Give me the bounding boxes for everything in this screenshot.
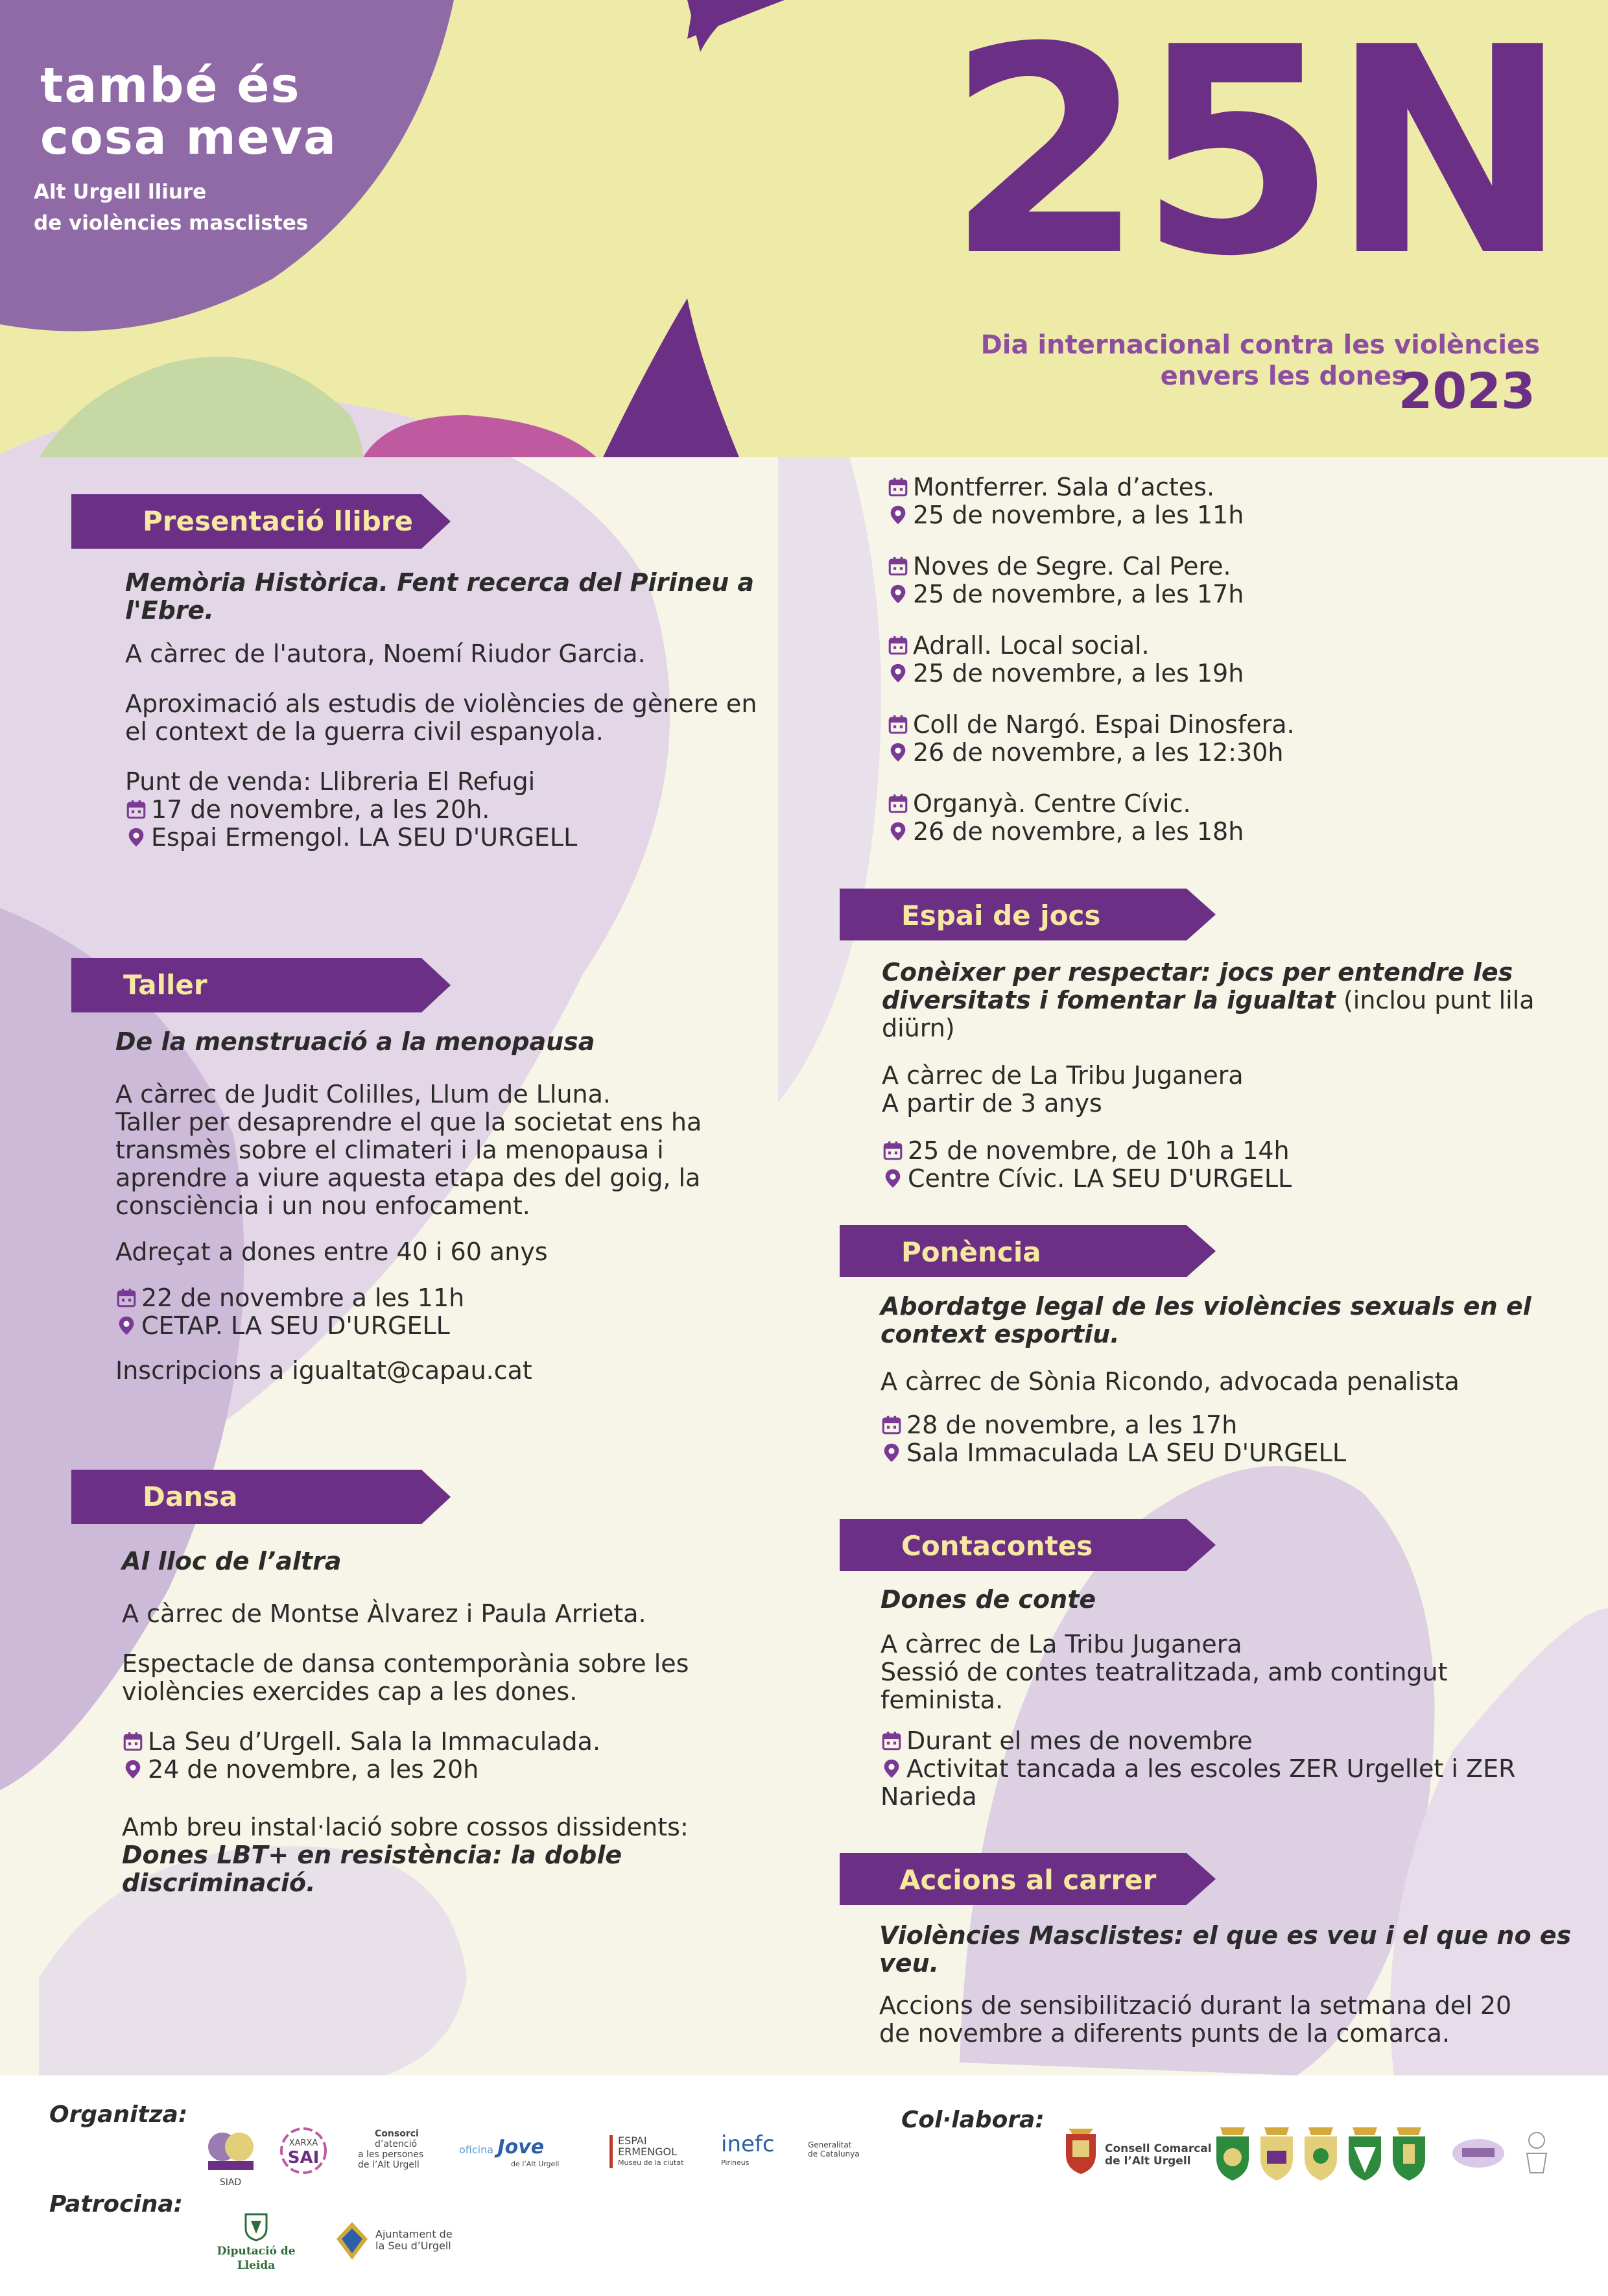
dansa-place: La Seu d’Urgell. Sala la Immaculada.: [148, 1727, 601, 1756]
gencat-line-1: Generalitat: [808, 2140, 852, 2149]
shield-icon: [1063, 2129, 1098, 2175]
dansa-inst-title-1: Dones LBT+ en resistència: la doble: [122, 1841, 622, 1869]
tag-contacontes: [840, 1519, 1216, 1573]
contacontes-desc-2: feminista.: [881, 1686, 1004, 1714]
shield-icon: [1349, 2127, 1381, 2181]
location-pin-icon: [881, 1758, 903, 1780]
taller-title: De la menstruació a la menopausa: [115, 1027, 595, 1056]
jocs-age: A partir de 3 anys: [882, 1089, 1102, 1118]
shield-icon: [1260, 2127, 1293, 2181]
label-patrocina: Patrocina:: [49, 2191, 183, 2218]
dansa-block: [122, 1548, 809, 1897]
calendar-icon: [115, 1287, 137, 1309]
footer: [0, 2075, 1608, 2296]
taller-adreçat: Adreçat a dones entre 40 i 60 anys: [115, 1238, 548, 1266]
dansa-inst-title-2: discriminació.: [122, 1869, 316, 1897]
logo-inefc: [721, 2133, 786, 2170]
brand-title: [40, 60, 337, 163]
location-place: Noves de Segre. Cal Pere.: [913, 552, 1231, 580]
location-place: Montferrer. Sala d’actes.: [913, 473, 1215, 501]
location-pin-icon: [125, 826, 147, 848]
taller-place: CETAP. LA SEU D'URGELL: [141, 1311, 450, 1340]
logo-espai-ermengol: [609, 2135, 715, 2168]
event-year: 2023: [1398, 362, 1535, 420]
gencat-line-2: de Catalunya: [808, 2149, 860, 2158]
shield-icon: [1216, 2127, 1249, 2181]
calendar-icon: [887, 476, 909, 498]
accions-desc-1: Accions de sensibilització durant la setmana del 20: [879, 1991, 1512, 2020]
location-item: [887, 632, 1535, 688]
jove-label: Jove: [497, 2136, 545, 2158]
dansa-date: 24 de novembre, a les 20h: [148, 1755, 479, 1784]
location-date: 26 de novembre, a les 12:30h: [913, 738, 1284, 767]
dansa-title: Al lloc de l’altra: [122, 1547, 342, 1575]
contacontes-date: Durant el mes de novembre: [906, 1727, 1253, 1755]
logo-consell-comarcal: [1063, 2129, 1232, 2168]
tag-taller-label: Taller: [123, 969, 207, 1001]
tag-ponencia: [840, 1225, 1216, 1280]
accions-desc-2: de novembre a diferents punts de la comarca.: [879, 2019, 1450, 2048]
taller-line-1: A càrrec de Judit Colilles, Llum de Lluna.: [115, 1080, 611, 1108]
presentacio-title-2: l'Ebre.: [125, 596, 214, 625]
tag-presentacio-label: Presentació llibre: [143, 505, 414, 537]
calendar-icon: [887, 713, 909, 735]
shield-icon: [1305, 2127, 1337, 2181]
location-pin-icon: [887, 741, 909, 763]
presentacio-title-1: Memòria Històrica. Fent recerca del Pirineu a: [125, 568, 755, 597]
presentacio-place: Espai Ermengol. LA SEU D'URGELL: [151, 823, 578, 852]
brand-sub-2: de violències masclistes: [34, 211, 309, 235]
calendar-icon: [125, 798, 147, 820]
tag-dansa-label: Dansa: [143, 1481, 238, 1513]
logo-ajuntament: [334, 2219, 483, 2252]
jocs-title-1: Conèixer per respectar: jocs per entendre les: [882, 958, 1513, 987]
diputacio-label: Diputació de Lleida: [217, 2245, 296, 2272]
event-subtitle-1: Dia internacional contra les violències: [980, 330, 1540, 360]
calendar-icon: [887, 555, 909, 577]
taller-date: 22 de novembre a les 11h: [141, 1284, 465, 1312]
espai-line-3: Museu de la ciutat: [618, 2158, 684, 2167]
dansa-desc-2: violències exercides cap a les dones.: [122, 1677, 578, 1706]
calendar-icon: [887, 634, 909, 656]
logo-generalitat: [792, 2140, 886, 2158]
location-place: Organyà. Centre Cívic.: [913, 789, 1191, 818]
shield-icon: [1393, 2127, 1425, 2181]
location-date: 25 de novembre, a les 19h: [913, 659, 1244, 688]
brand-line-2: cosa meva: [40, 110, 337, 165]
ponencia-date: 28 de novembre, a les 17h: [906, 1411, 1238, 1439]
jocs-date: 25 de novembre, de 10h a 14h: [908, 1136, 1290, 1165]
location-place: Adrall. Local social.: [913, 631, 1150, 660]
calendar-icon: [882, 1140, 904, 1162]
presentacio-desc-1: Aproximació als estudis de violències de gènere en: [125, 689, 757, 718]
location-date: 25 de novembre, a les 11h: [913, 501, 1244, 529]
inefc-sub-label: Pirineus: [721, 2158, 750, 2167]
presentacio-block: [125, 569, 806, 852]
collaborator-drawing-icon: [1520, 2127, 1553, 2179]
tag-jocs-label: Espai de jocs: [901, 900, 1101, 931]
jocs-block: [882, 959, 1563, 1193]
jocs-author: A càrrec de La Tribu Juganera: [882, 1061, 1244, 1090]
logo-siad: [200, 2127, 261, 2190]
municipal-shields: [1214, 2127, 1434, 2186]
location-pin-icon: [881, 1442, 903, 1464]
tag-presentacio: [71, 494, 451, 549]
ponencia-place: Sala Immaculada LA SEU D'URGELL: [906, 1439, 1347, 1467]
oficina-label: oficina: [459, 2144, 494, 2156]
contacontes-author: A càrrec de La Tribu Juganera: [881, 1630, 1242, 1658]
contacontes-block: [881, 1586, 1568, 1811]
location-pin-icon: [887, 662, 909, 684]
jocs-place: Centre Cívic. LA SEU D'URGELL: [908, 1164, 1292, 1193]
consorci-line-3: a les persones: [358, 2149, 424, 2160]
brand-sub-1: Alt Urgell lliure: [34, 180, 207, 204]
location-pin-icon: [882, 1167, 904, 1190]
dansa-desc-1: Espectacle de dansa contemporània sobre les: [122, 1649, 689, 1678]
contacontes-place-2: Narieda: [881, 1782, 977, 1811]
taller-block: [115, 1028, 803, 1385]
calendar-icon: [122, 1730, 144, 1752]
inefc-label: inefc: [721, 2131, 775, 2157]
ponencia-author: A càrrec de Sònia Ricondo, advocada penalista: [881, 1367, 1460, 1396]
location-place: Coll de Nargó. Espai Dinosfera.: [913, 710, 1295, 739]
taller-line-5: consciència i un nou enfocament.: [115, 1191, 530, 1220]
ponencia-block: [881, 1293, 1561, 1467]
logo-xarxa-sai: [278, 2126, 329, 2168]
diputacio-shield-icon: [243, 2212, 269, 2242]
jocs-title-2b: (inclou punt lila: [1335, 986, 1535, 1014]
consorci-line-2: d’atenció: [375, 2139, 418, 2149]
consorci-line-1: Consorci: [375, 2129, 419, 2139]
consell-line-1: Consell Comarcal: [1105, 2142, 1212, 2155]
collaborator-logo-icon: [1449, 2134, 1508, 2173]
calendar-icon: [887, 793, 909, 815]
tag-jocs: [840, 889, 1216, 943]
siad-label: SIAD: [219, 2177, 242, 2188]
location-date: 26 de novembre, a les 18h: [913, 817, 1244, 846]
dansa-installacio: Amb breu instal·lació sobre cossos dissidents:: [122, 1813, 689, 1841]
taller-line-2: Taller per desaprendre el que la societat ens ha: [115, 1108, 702, 1136]
ajunt-line-1: Ajuntament de: [375, 2228, 453, 2240]
tag-ponencia-label: Ponència: [901, 1236, 1041, 1268]
contacontes-desc-1: Sessió de contes teatralitzada, amb contingut: [881, 1658, 1448, 1686]
presentacio-author: A càrrec de l'autora, Noemí Riudor Garcia.: [125, 640, 646, 668]
location-item: [887, 711, 1535, 767]
jocs-title-3: diürn): [882, 1014, 955, 1042]
location-item: [887, 790, 1535, 846]
tag-dansa: [71, 1470, 451, 1524]
ponencia-title-2: context esportiu.: [881, 1320, 1120, 1348]
xarxa-label: XARXA: [289, 2138, 318, 2148]
espai-line-1: ESPAI: [618, 2135, 647, 2147]
contacontes-place-1: Activitat tancada a les escoles ZER Urgellet i ZER: [906, 1754, 1516, 1783]
logo-consorci: [358, 2129, 442, 2170]
event-subtitle-2: envers les dones: [1160, 361, 1407, 391]
sai-label: SAI: [287, 2148, 320, 2168]
calendar-icon: [881, 1414, 903, 1436]
accions-title-1: Violències Masclistes: el que es veu i el que no es: [879, 1921, 1572, 1950]
location-pin-icon: [887, 820, 909, 843]
accions-title-2: veu.: [879, 1949, 940, 1978]
location-pin-icon: [887, 583, 909, 605]
taller-line-3: transmès sobre el climateri i la menopausa i: [115, 1136, 664, 1164]
location-date: 25 de novembre, a les 17h: [913, 580, 1244, 608]
tag-accions: [840, 1853, 1216, 1907]
logo-diputacio: [198, 2212, 314, 2273]
location-item: [887, 473, 1535, 529]
tag-accions-label: Accions al carrer: [899, 1864, 1157, 1896]
siad-logo-icon: [202, 2127, 260, 2173]
logo-oficina-jove: [459, 2136, 576, 2171]
contacontes-title: Dones de conte: [881, 1585, 1096, 1614]
tag-contacontes-label: Contacontes: [901, 1530, 1093, 1562]
label-organitza: Organitza:: [49, 2101, 188, 2128]
presentacio-date: 17 de novembre, a les 20h.: [151, 795, 490, 824]
taller-inscripcions: Inscripcions a igualtat@capau.cat: [115, 1356, 532, 1385]
location-pin-icon: [887, 504, 909, 526]
jocs-title-2: diversitats i fomentar la igualtat: [882, 986, 1336, 1014]
accions-block: [879, 1922, 1573, 2048]
ajunt-line-2: la Seu d’Urgell: [375, 2240, 451, 2252]
consell-line-2: de l’Alt Urgell: [1105, 2155, 1191, 2168]
ajuntament-shield-icon: [334, 2219, 370, 2262]
location-item: [887, 553, 1535, 608]
espai-line-2: ERMENGOL: [618, 2146, 678, 2158]
event-title-25n: 25N: [946, 0, 1563, 318]
taller-line-4: aprendre a viure aquesta etapa des del goig, la: [115, 1164, 701, 1192]
brand-subtitle: [34, 176, 308, 239]
locations-list: [887, 473, 1535, 846]
label-collabora: Col·labora:: [901, 2107, 1045, 2133]
jove-sub-label: de l’Alt Urgell: [511, 2160, 560, 2168]
ponencia-title-1: Abordatge legal de les violències sexuals en el: [881, 1292, 1531, 1321]
location-pin-icon: [122, 1758, 144, 1780]
brand-line-1: també és: [40, 58, 301, 114]
tag-taller: [71, 958, 451, 1012]
presentacio-desc-2: el context de la guerra civil espanyola.: [125, 717, 604, 746]
consorci-line-4: de l’Alt Urgell: [358, 2160, 420, 2170]
calendar-icon: [881, 1730, 903, 1752]
presentacio-venda: Punt de venda: Llibreria El Refugi: [125, 767, 536, 796]
dansa-author: A càrrec de Montse Àlvarez i Paula Arrieta.: [122, 1599, 646, 1628]
location-pin-icon: [115, 1315, 137, 1337]
